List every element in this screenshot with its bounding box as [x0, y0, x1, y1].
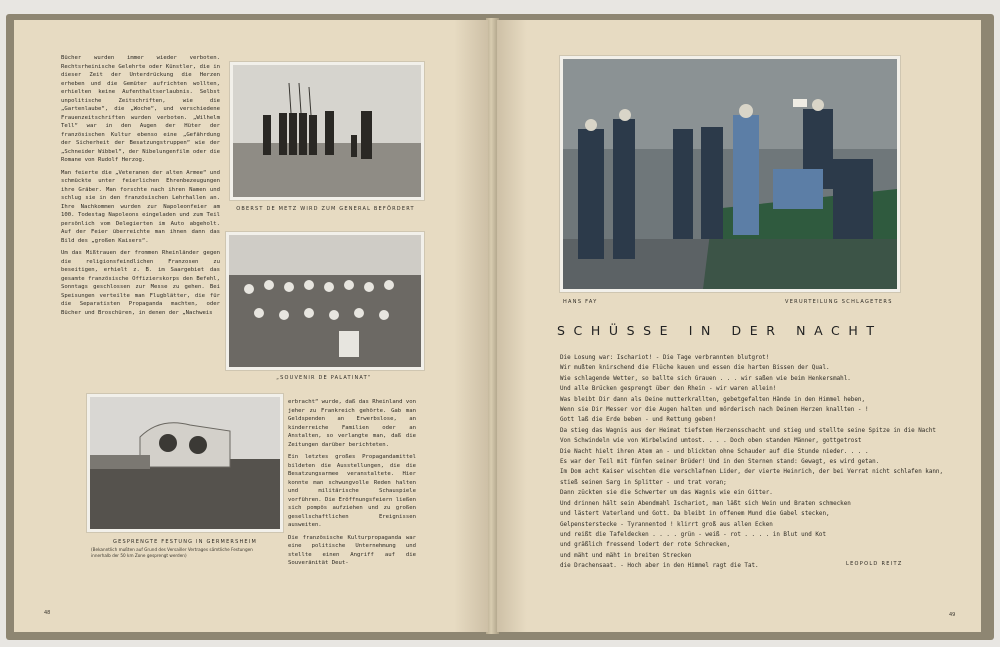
poem-author: LEOPOLD REITZ	[846, 561, 903, 567]
page-number: 48	[44, 610, 51, 616]
poem-line: und reißt die Tafeldecken . . . . grün - weiß - rot . . . . in Blut und Kot	[560, 531, 826, 538]
poem-body	[560, 353, 960, 572]
poem-title: SCHÜSSE IN DER NACHT	[557, 323, 883, 338]
poem-line: Und drinnen hält sein Abendmahl Ischariot, man läßt sich Wein und Braten schmecken	[560, 500, 851, 507]
poem-line: Im Dom acht Kaiser wischten die verschlafnen Lider, der vierte Heinrich, der bei Verrat nicht schlafen kann,	[560, 469, 944, 476]
right-page	[497, 20, 981, 632]
paragraph: Die französische Kulturpropaganda war eine politische Unternehmung und stellte einen Angriff auf die Souveränität Deut-	[288, 534, 416, 566]
right-text-column	[288, 398, 416, 572]
gutter-shadow	[497, 20, 527, 632]
poem-line: Gott laß die Erde beben - und Rettung geben!	[560, 417, 717, 424]
poem-line: und mäht und mäht in breiten Strecken	[560, 552, 692, 559]
photo-fortress-germersheim	[87, 394, 283, 532]
page-number: 49	[949, 612, 956, 618]
painting-artist: HANS FAY	[563, 299, 598, 305]
poem-line: Gelpensterstecke - Tyrannentod ! klirrt groß aus allen Ecken	[560, 521, 773, 528]
poem-line: die Drachensaat. - Hoch aber in den Himmel ragt die Tat.	[560, 563, 759, 570]
poem-line: Wenn sie Dir Messer vor die Augen halten und mörderisch nach Deinem Herzen knallten - !	[560, 407, 869, 414]
poem-line: Dann zückten sie die Schwerter um das Wagnis wie ein Gitter.	[560, 490, 773, 497]
photo-general-promotion	[230, 62, 424, 200]
poem-line: stieß seinen Sarg in Splitter - und trat voran;	[560, 479, 727, 486]
left-page	[14, 20, 488, 632]
caption-photo-3-note: (Bekanntlich mußten auf Grund des Versailler Vertrages sämtliche Festungen innerhalb der 50 km Zone gesprengt werden)	[91, 547, 253, 558]
caption-photo-3: GESPRENGTE FESTUNG IN GERMERSHEIM	[113, 539, 257, 545]
poem-line: und lästert Vaterland und Gott. Da bleibt in offenem Mund die Gabel stecken,	[560, 511, 830, 518]
painting-title: VERURTEILUNG SCHLAGETERS	[785, 299, 893, 305]
poem-line: und gräßlich fressend lodert der rote Schrecken,	[560, 542, 731, 549]
paragraph: erbracht“ wurde, daß das Rheinland von jeher zu Frankreich gehörte. Gab man Geldspenden an Erwerbslose, an kinderreiche Familien oder an Anstalten, so verlangte man, daß die Zeitungen darüber berichteten.	[288, 399, 416, 448]
poem-line: Da stieg das Wagnis aus der Heimat tiefstem Herzensschacht und stieg und stellte seine Spitze in die Nacht	[560, 427, 936, 434]
poem-line: Wie schlagende Wetter, so ballte sich Grauen . . . wir saßen wie beim Henkersmahl.	[560, 375, 851, 382]
poem-line: Es war der Teil mit fünfen seiner Brüder! Und in den Sternen stand: Gewagt, es wird getan.	[560, 459, 880, 466]
caption-photo-2: „SOUVENIR DE PALATINAT“	[276, 375, 372, 381]
paragraph: Ein letztes großes Propagandamittel bildeten die Ausstellungen, die die Besatzungsarmee veranstaltete. Hier konnte man schwungvolle Reden halten und militärische Schauspiele vorführen. Die Eröffnungsfeiern ließen sich pompös aufziehen und zu großen gesellschaftlichen Ereignissen ausweiten.	[288, 454, 416, 528]
paragraph: Bücher wurden immer wieder verboten. Rechtsrheinische Gelehrte oder Künstler, die in dieser Zeit der Unterdrückung die Herzen erheben und die Gemüter aufrichten wollten, erhielten keine Aufenthaltserlaubnis. Selbst unpolitische Zeitschriften, wie die „Gartenlaube“, die „Woche“, und verschiedene Frauenzeitschriften wurden verboten. „Wilhelm Tell“ war in den Augen der Hüter der französischen Kultur ebenso eine „Gefährdung der Sicherheit der Besatzungstruppen“ wie der „Schneider Wibbel“, der Nibelungenfilm oder die Romane von Rudolf Herzog.	[61, 55, 220, 163]
painting-schlageter	[560, 56, 900, 292]
poem-line: Von Schwindeln wie von Wirbelwind umtost. . . . Doch oben standen Männer, gottgetrost	[560, 438, 862, 445]
paragraph: Um das Mißtrauen der frommen Rheinländer gegen die religionsfeindlichen Franzosen zu beseitigen, erhielt z. B. im Saargebiet das gesamte französische Offizierskorps den Befehl, Sonntags geschlossen zur Messe zu gehen. Bei Speisungen verteilte man Flugblätter, die für die Separatisten Propaganda machten, oder Bücher und Broschüren, in denen der „Nachweis	[61, 250, 220, 316]
poem-line: Die Losung war: Ischariot! - Die Tage verbrannten blutgrot!	[560, 355, 770, 361]
paragraph: Man feierte die „Veteranen der alten Armee“ und schmückte unter feierlichen Ehrenbezeugungen ihre Gräber. Man forschte nach ihren Namen und schlug sie in den französischen Lehrhallen an. Ihre Nachkommen wurden zur Napoleonfeier am 100. Todestag Napoleons eingeladen und zum Teil persönlich vom Delegierten im Auto abgeholt. Auf der Feier überreichte man ihnen dann das Bild des „großen Kaisers“.	[61, 169, 220, 244]
left-text-column	[61, 54, 220, 321]
gutter-shadow	[454, 20, 488, 632]
poem-line: Wir mußten knirschend die Flüche kauen und essen die harten Bissen der Qual.	[560, 365, 830, 372]
poem-line: Die Nacht hielt ihren Atem an - und blickten ohne Schauder auf die Stunde nieder. . . .	[560, 448, 869, 455]
poem-line: Was bleibt Dir dann als Deine mutterkrallten, gebetgefalten Hände in den Himmel heben,	[560, 396, 865, 403]
photo-souvenir-palatinat	[226, 232, 424, 370]
poem-line: Und alle Brücken gesprengt über den Rhein - wir waren allein!	[560, 386, 777, 393]
caption-photo-1: OBERST DE METZ WIRD ZUM GENERAL BEFÖRDERT	[236, 206, 415, 212]
